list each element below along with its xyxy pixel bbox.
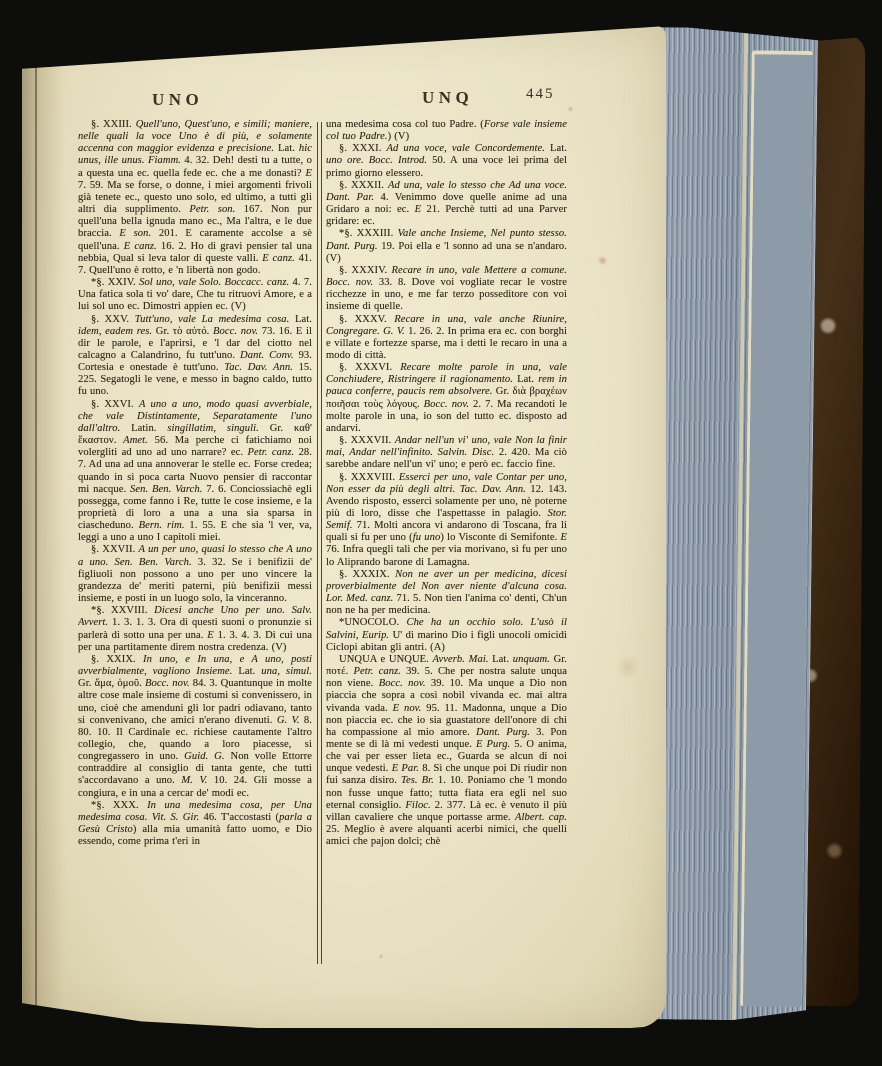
dictionary-paragraph: *§. XXXIII. Vale anche Insieme, Nel punto stesso. Dant. Purg. 19. Poi ella e 'l sonno ad una se n'andaro. (V) [326,228,567,264]
dictionary-paragraph: §. XXV. Tutt'uno, vale La medesima cosa. Lat. idem, eadem res. Gr. τὸ αὐτό. Bocc. nov. 73. 16. E il dir le parole, e l'aprirsi, e 'l dar del ciotto nel calcagno a Calandrino, fu tutt'uno. Dant. Conv. 93. Cortesia e onestade è tutt'uno. Tac. Dav. Ann. 15. 225. Segatogli le vene, e messo in bagno caldo, tutto fu uno. [78,313,312,398]
dictionary-paragraph: una medesima cosa col tuo Padre. (Forse vale insieme col tuo Padre.) (V) [326,119,567,143]
gutter-crease-line [35,26,37,1028]
dictionary-paragraph: §. XXIII. Quell'uno, Quest'uno, e simili; maniere, nelle quali la voce Uno è di più, e solamente accenna con maggior evidenza e precisione. Lat. hic unus, ille unus. Fiamm. 4. 32. Deh! desti tu a tutte, o a questa una ec. quella fede ec. che a me donasti? E 7. 59. Ma se forse, o donne, i miei argomenti frivoli già tenete ec., questo uno solo, ed ultimo, a tutti gli altri dia supplimento. Petr. son. 167. Non pur quell'una bella ignuda mano ec., Ma l'altra, e le due braccia. E son. 201. E caramente accolse a sè quell'una. E canz. 16. 2. Ho di gravi pensier tal una nebbia, Qual si leva talor di queste valli. E canz. 41. 7. Quell'uno è rotto, e 'n libertà non godo. [78,119,312,276]
left-column [78,119,312,991]
right-column [326,119,567,991]
page-gutter-shadow [22,26,70,1028]
dictionary-paragraph: §. XXXVI. Recare molte parole in una, vale Conchiudere, Ristringere il ragionamento. Lat. rem in pauca conferre, paucis rem absolvere. Gr. διὰ βραχέων ποιῆσαι τοὺς λόγους. Bocc. nov. 2. 7. Ma recandoti le molte parole in una, io son del tutto ec. disposto ad andarvi. [326,362,567,434]
column-divider-rule [317,122,322,964]
page-number: 445 [526,86,555,102]
foxing-stain [597,256,608,265]
dictionary-paragraph: §. XXXV. Recare in una, vale anche Riunire, Congregare. G. V. 1. 26. 2. In prima era ec. con borghi e villate e fortezze sparse, ma i detti le recaro in una a modo di città. [326,313,567,361]
dictionary-paragraph: §. XXXIV. Recare in uno, vale Mettere a comune. Bocc. nov. 33. 8. Dove voi vogliate recar le vostre ricchezze in uno, e me far terzo posseditore con voi insieme di quelle. [326,264,567,313]
dictionary-paragraph: §. XXXIX. Non ne aver un per medicina, dicesi proverbialmente del Non aver niente d'alcuna cosa. Lor. Med. canz. 71. 5. Non tien l'anima co' denti, Ch'un non ne ha per medicina. [326,568,567,617]
dictionary-paragraph: §. XXXVII. Andar nell'un vi' uno, vale Non la finir mai, Andar nell'infinito. Salvin. Disc. 2. 420. Ma ciò sarebbe andare nell'un vi' uno; e però ec. faccio fine. [326,435,567,471]
fore-edge-rear-band [740,50,813,1007]
dictionary-paragraph: *§. XXX. In una medesima cosa, per Una medesima cosa. Vit. S. Gir. 46. T'accostasti (parla a Gesù Cristo) alla mia umanità fatto uomo, e Dio essendo, come prima t'eri in [78,799,312,848]
running-head-left: UNO [152,90,204,109]
dictionary-paragraph: §. XXVI. A uno a uno, modo quasi avverbiale, che vale Distintamente, Separatamente l'uno dall'altro. Latin. singillatim, singuli. Gr. καθ' ἕκαστον. Amet. 56. Ma perche ci fatichiamo noi volergliti ad uno ad uno narrare? ec. Petr. canz. 28. 7. Ad una ad una annoverar le stelle ec. Forse credea; quando in sì poca carta Nuovo pensier di raccontar mi nacque. Sen. Ben. Varch. 7. 6. Conciossiachè egli possegga, come fanno i Re, tutte le cose insieme, e la proprietà di loro a una a una sia sparsa in ciascheduno. Bern. rim. 1. 55. E che sia 'l ver, va, leggi a uno a uno I capitoli miei. [78,398,312,544]
text-columns [78,119,570,991]
dictionary-paragraph: §. XXVII. A un per uno, quasi lo stesso che A uno a uno. Sen. Ben. Varch. 3. 32. Se i benifizii de' figliuoli non possono a uno per uno vincere la grandezza de' meriti paterni, più benifizii messi insieme, e posti in un luogo solo, la vinceranno. [78,544,312,605]
dictionary-paragraph: §. XXXVIII. Esserci per uno, vale Contar per uno, Non esser da più degli altri. Tac. Dav. Ann. 12. 143. Avendo risposto, esserci solamente per uno, nè poterne più di loro, disse che l'aspettasse in palagio. Stor. Semif. 71. Molti ancora vi andarono di Toscana, fra li quali si fu per uno (fu uno) lo Visconte di Semifonte. E 76. Infra quegli tali che per via morivano, sì fu per uno lo Aliprando barone di Lamagna. [326,471,567,568]
dictionary-paragraph: §. XXIX. In uno, e In una, e A uno, posti avverbialmente, vagliono Insieme. Lat. una, simul. Gr. ἅμα, ὁμοῦ. Bocc. nov. 84. 3. Quantunque in molte altre cose male insieme di costumi si convenissero, in uno, cioè che amenduni gli lor padri odiavano, tanto si convenivano, che amici n'erano divenuti. G. V. 8. 80. 10. Il Cardinale ec. richiese cautamente l'altro collegio, che, quando a loro piacesse, si congregassero in uno. Guid. G. Non volle Ettorre contraddire al consiglio di tanta gente, che tutti s'accordavano a uno. M. V. 10. 24. Gli mosse a congiura, e in una a cercar de' modi ec. [78,653,312,799]
foxing-stain [614,656,642,678]
dictionary-paragraph: §. XXXII. Ad una, vale lo stesso che Ad una voce. Dant. Par. 4. Venimmo dove quelle anime ad una Gridaro a noi: ec. E 21. Perchè tutti ad una Parver gridare: ec. [326,179,567,228]
dictionary-paragraph: *§. XXVIII. Dicesi anche Uno per uno. Salv. Avvert. 1. 3. 1. 3. Ora di questi suoni o pronunzie si parlerà di sotto una per una. E 1. 3. 4. 3. Di cui una per una partitamente direm nostra credenza. (V) [78,605,312,653]
printed-content [78,86,570,991]
dictionary-paragraph: UNQUA e UNQUE. Avverb. Mai. Lat. unquam. Gr. ποτέ. Petr. canz. 39. 5. Che per nostra salute unqua non viene. Bocc. nov. 39. 10. Ma unque a Dio non piaccia che sopra a così nobil vivanda ec. mai altra vivanda vada. E nov. 95. 11. Madonna, unque a Dio non piaccia ec. che io sia guastatore dell'onore di chi ha compassione al mio amore. Dant. Purg. 3. Pon mente se di là mi vedesti unque. E Purg. 5. O anima, che vai per esser lieta ec., Guarda se alcun di noi unque vedesti. E Par. 8. Sì che unque poi Di riudir non fui sanza disiro. Tes. Br. 1. 10. Poniamo che 'l mondo non fusse unque fatto; tutta fiata era egli nel suo eternal consiglio. Filoc. 2. 377. Là ec. è venuto il più villan cavaliere che unque portasse arme. Albert. cap. 25. Meglio è avere alquanti acerbi nimici, che quelli amici che pajon dolci; chè [326,653,567,848]
running-head-right: UNQ [422,88,474,107]
dictionary-paragraph: *§. XXIV. Sol uno, vale Solo. Boccacc. canz. 4. 7. Una fatica sola ti vo' dare, Che tu ritruovi Amore, e a lui sol uno ec. Dimostri appien ec. (V) [78,277,312,313]
page-header [78,86,570,118]
dictionary-paragraph: *UNOCOLO. Che ha un occhio solo. L'usò il Salvini, Eurip. U' di marino Dio i figli unocoli omicidi Ciclopi abitan gli antri. (A) [326,617,567,653]
dictionary-paragraph: §. XXXI. Ad una voce, vale Concordemente. Lat. uno ore. Bocc. Introd. 50. A una voce lei prima del primo giorno elessero. [326,143,567,179]
